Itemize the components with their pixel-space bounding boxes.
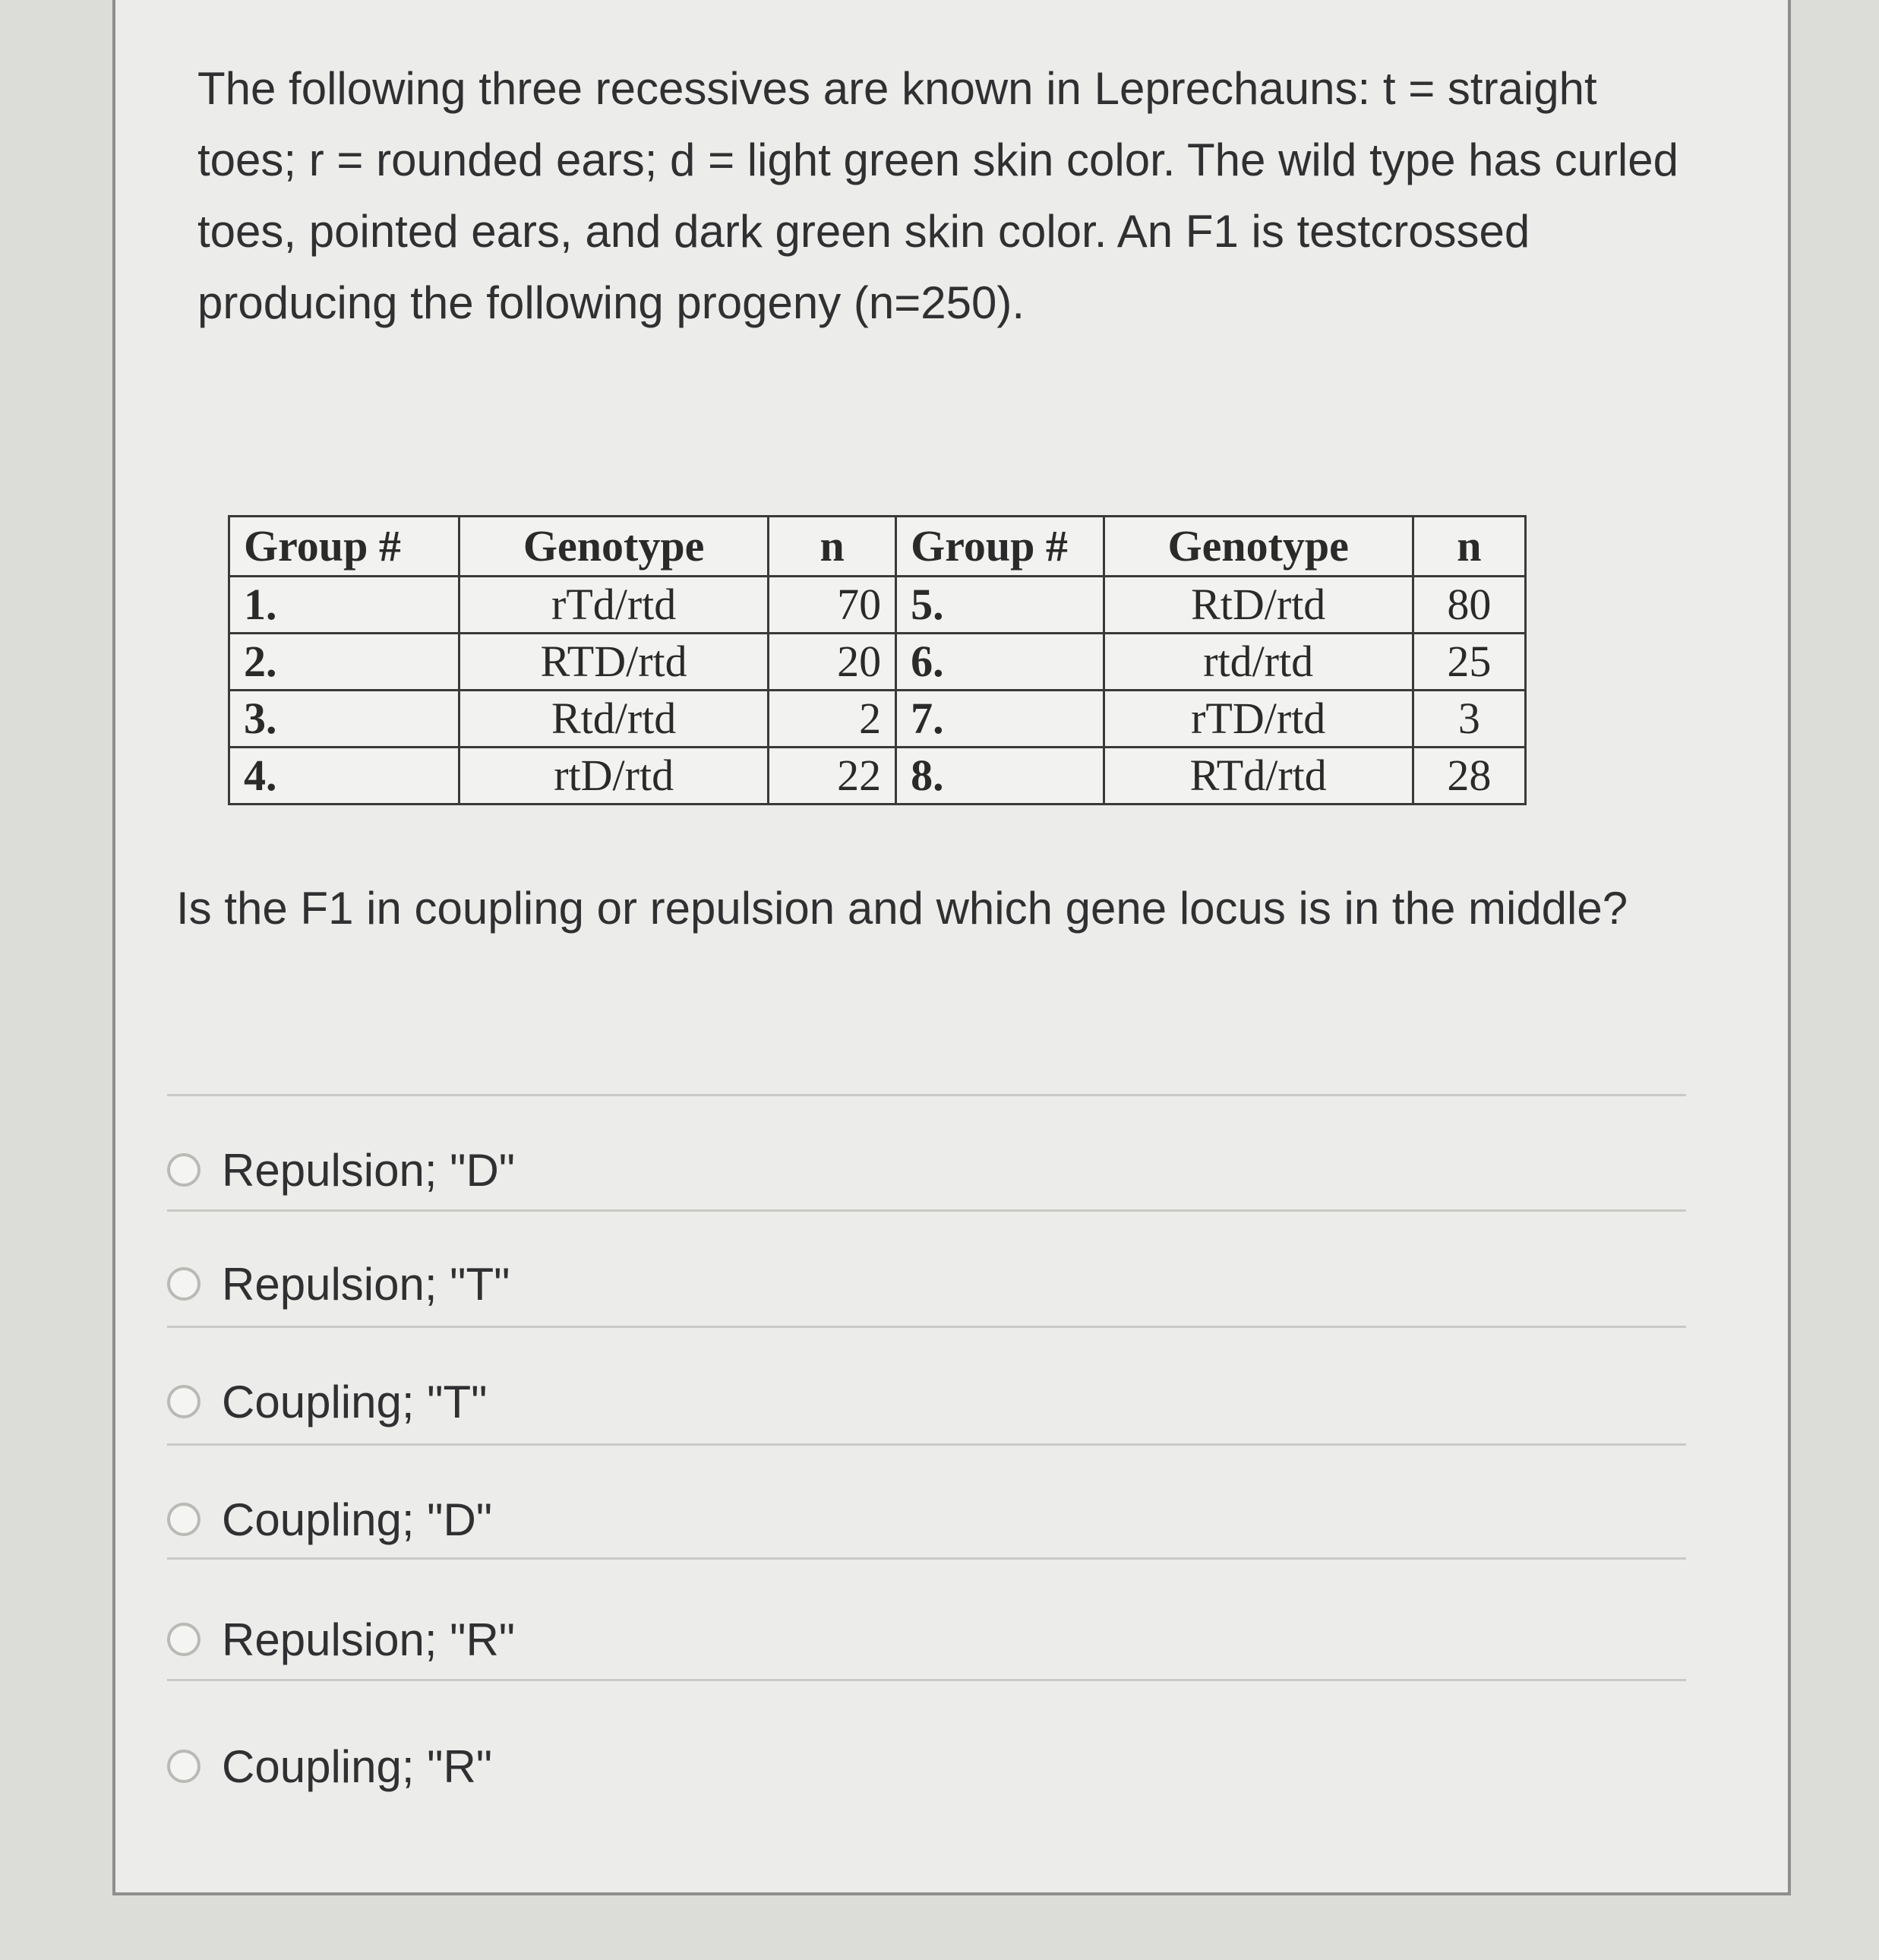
header-n-1: n <box>769 517 896 577</box>
option-divider <box>167 1557 1686 1560</box>
table-row <box>229 634 1526 691</box>
answer-option-label: Coupling; "D" <box>222 1494 493 1545</box>
group-number: 5. <box>896 577 1104 634</box>
group-number: 3. <box>229 691 459 748</box>
question-text: The following three recessives are known in Leprechauns: t = straight toes; r = rounded ears; d = light green skin color. The wild type has curled toes, pointed ears, and dark green skin color. An F1 is testcrossed producing the following progeny (n=250). <box>197 63 1678 328</box>
radio-button[interactable] <box>167 1267 201 1301</box>
count: 70 <box>769 577 896 634</box>
genotype: rtD/rtd <box>459 748 769 805</box>
table-row <box>229 691 1526 748</box>
table-row <box>229 748 1526 805</box>
answer-option-label: Repulsion; "R" <box>222 1614 516 1665</box>
table-header-row <box>229 517 1526 577</box>
group-number: 2. <box>229 634 459 691</box>
option-divider <box>167 1443 1686 1446</box>
option-divider <box>167 1326 1686 1328</box>
answer-option-6[interactable] <box>167 1732 1610 1800</box>
radio-button[interactable] <box>167 1153 201 1187</box>
header-group-2: Group # <box>896 517 1104 577</box>
progeny-table <box>228 515 1527 805</box>
answer-option-1[interactable] <box>167 1136 1610 1204</box>
answer-option-5[interactable] <box>167 1605 1610 1674</box>
count: 2 <box>769 691 896 748</box>
header-genotype-2: Genotype <box>1104 517 1413 577</box>
answer-option-4[interactable] <box>167 1485 1610 1554</box>
genotype: RTD/rtd <box>459 634 769 691</box>
answer-option-label: Coupling; "R" <box>222 1740 493 1792</box>
count: 20 <box>769 634 896 691</box>
genotype: RTd/rtd <box>1104 748 1413 805</box>
answer-option-2[interactable] <box>167 1250 1610 1318</box>
header-genotype-1: Genotype <box>459 517 769 577</box>
genotype: rTD/rtd <box>1104 691 1413 748</box>
count: 80 <box>1413 577 1525 634</box>
answer-option-label: Repulsion; "D" <box>222 1144 516 1196</box>
answer-divider <box>167 1094 1686 1096</box>
question-prompt: Is the F1 in coupling or repulsion and which gene locus is in the middle? <box>176 883 1628 934</box>
group-number: 6. <box>896 634 1104 691</box>
radio-button[interactable] <box>167 1503 201 1536</box>
option-divider <box>167 1679 1686 1681</box>
radio-button[interactable] <box>167 1750 201 1783</box>
genotype: Rtd/rtd <box>459 691 769 748</box>
count: 25 <box>1413 634 1525 691</box>
group-number: 8. <box>896 748 1104 805</box>
count: 3 <box>1413 691 1525 748</box>
genotype: rtd/rtd <box>1104 634 1413 691</box>
answer-option-label: Repulsion; "T" <box>222 1258 510 1310</box>
table-row <box>229 577 1526 634</box>
option-divider <box>167 1209 1686 1212</box>
group-number: 4. <box>229 748 459 805</box>
answer-option-label: Coupling; "T" <box>222 1376 488 1427</box>
count: 22 <box>769 748 896 805</box>
answer-option-3[interactable] <box>167 1367 1610 1436</box>
header-group-1: Group # <box>229 517 459 577</box>
header-n-2: n <box>1413 517 1525 577</box>
genotype: RtD/rtd <box>1104 577 1413 634</box>
group-number: 1. <box>229 577 459 634</box>
radio-button[interactable] <box>167 1623 201 1656</box>
radio-button[interactable] <box>167 1385 201 1418</box>
genotype: rTd/rtd <box>459 577 769 634</box>
group-number: 7. <box>896 691 1104 748</box>
count: 28 <box>1413 748 1525 805</box>
